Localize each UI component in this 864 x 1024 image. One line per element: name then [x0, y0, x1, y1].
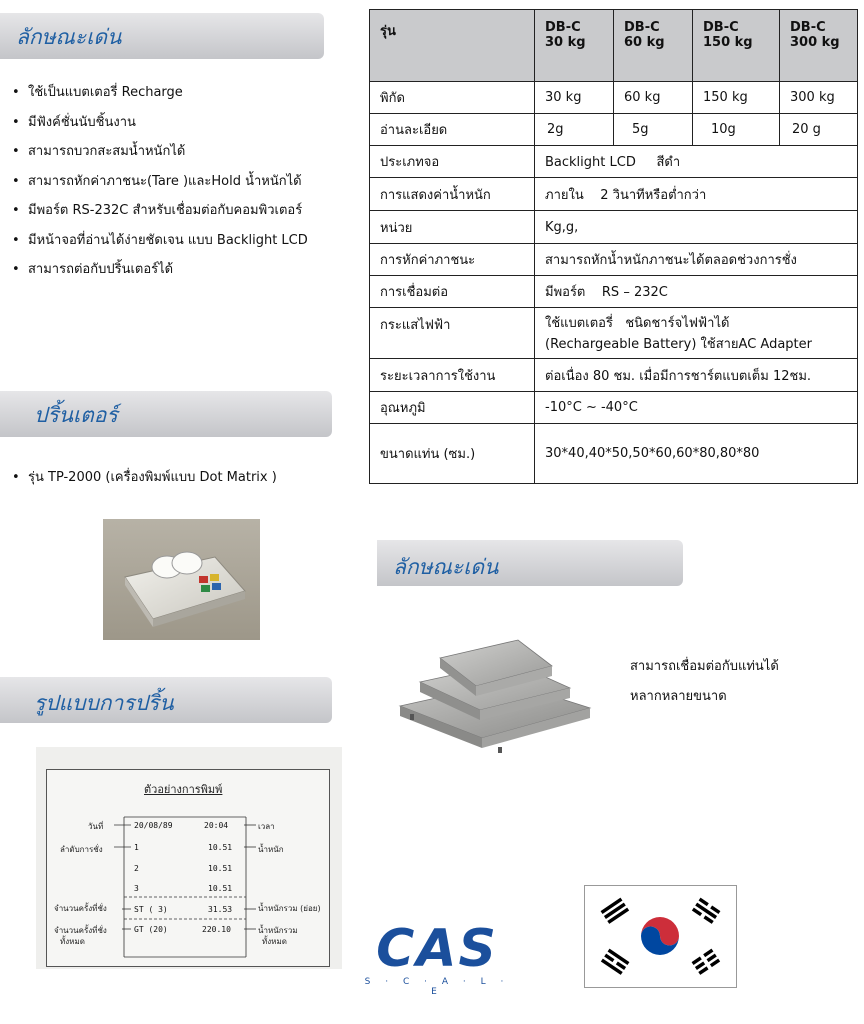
spec-cell: 5g — [614, 114, 693, 146]
feature-item: • มีหน้าจอที่อ่านได้ง่ายชัดเจน แบบ Backlight LCD — [12, 233, 308, 263]
spec-cell: 150 kg — [693, 82, 780, 114]
spec-cell: 20 g — [780, 114, 858, 146]
spec-cell: 60 kg — [614, 82, 693, 114]
spec-row-usage — [370, 359, 858, 392]
receipt-label-count-total: จำนวนครั้งที่ชั่ง — [54, 926, 107, 935]
spec-model-300: DB-C 300 kg — [780, 10, 858, 82]
spec-header-label: รุ่น — [370, 10, 535, 82]
spec-row-unit — [370, 211, 858, 244]
spec-model-30: DB-C 30 kg — [535, 10, 614, 82]
feature-item: • สามารถหักค่าภาชนะ(Tare )และHold น้ำหนักได้ — [12, 174, 308, 204]
spec-row-temperature — [370, 392, 858, 424]
printer-list — [12, 470, 277, 500]
spec-cell: 10g — [693, 114, 780, 146]
spec-value: สามารถหักน้ำหนักภาชนะได้ตลอดช่วงการชั่ง — [535, 244, 858, 276]
receipt-label-total-all: ทั้งหมด — [262, 937, 287, 946]
spec-row-tare — [370, 244, 858, 276]
printer-title: ปริ้นเตอร์ — [34, 403, 118, 427]
spec-value: ต่อเนื่อง 80 ชม. เมื่อมีการชาร์ตแบตเต็ม 12ชม. — [535, 359, 858, 392]
feature-item: • สามารถบวกสะสมน้ำหนักได้ — [12, 144, 308, 174]
feature-item: • มีฟังค์ชั่นนับชิ้นงาน — [12, 115, 308, 145]
receipt-line-right: 10.51 — [208, 843, 233, 852]
receipt-line-left: 2 — [134, 864, 139, 873]
feature-item: • ใช้เป็นแบตเตอรี่ Recharge — [12, 85, 308, 115]
spec-row-interface — [370, 276, 858, 308]
spec-value: ใช้แบตเตอรี่ ชนิดชาร์จไฟฟ้าได้ (Rechargeable Battery) ใช้สายAC Adapter — [535, 308, 858, 359]
receipt-label-all: ทั้งหมด — [60, 937, 85, 946]
spec-label: ขนาดแท่น (ซม.) — [370, 424, 535, 484]
receipt-label-total: น้ำหนักรวม — [258, 926, 298, 935]
cas-logo-tagline: S · C · A · L · E — [364, 977, 510, 997]
printer-item: • รุ่น TP-2000 (เครื่องพิมพ์แบบ Dot Matrix ) — [12, 470, 277, 500]
receipt-label-sequence: ลำดับการชั่ง — [60, 845, 103, 854]
receipt-line-right: 10.51 — [208, 864, 233, 873]
platform-text-line: สามารถเชื่อมต่อกับแท่นได้ — [630, 659, 779, 674]
spec-value: -10°C ~ -40°C — [535, 392, 858, 424]
spec-label: การเชื่อมต่อ — [370, 276, 535, 308]
spec-label: ประเภทจอ — [370, 146, 535, 178]
receipt-label-weight: น้ำหนัก — [258, 845, 284, 854]
spec-value: 30*40,40*50,50*60,60*80,80*80 — [535, 424, 858, 484]
spec-value: มีพอร์ต RS – 232C — [535, 276, 858, 308]
receipt-line-right: 10.51 — [208, 884, 233, 893]
receipt-line-left: 20/08/89 — [134, 821, 173, 830]
spec-value: Backlight LCD สีดำ — [535, 146, 858, 178]
spec-label: กระแสไฟฟ้า — [370, 308, 535, 359]
platform-photo — [390, 630, 600, 758]
receipt-line-left: ST ( 3) — [134, 905, 168, 914]
spec-label: พิกัด — [370, 82, 535, 114]
spec-row-display — [370, 146, 858, 178]
spec-row-response — [370, 178, 858, 211]
spec-header-row — [370, 10, 858, 82]
print-format-title: รูปแบบการปริ้น — [34, 691, 174, 715]
receipt-line-left: 1 — [134, 843, 139, 852]
spec-value: Kg,g, — [535, 211, 858, 244]
features-list — [12, 85, 308, 292]
receipt-line-left: GT (20) — [134, 925, 168, 934]
spec-label: การหักค่าภาชนะ — [370, 244, 535, 276]
features-title: ลักษณะเด่น — [16, 25, 122, 49]
receipt-line-left: 3 — [134, 884, 139, 893]
spec-label: อ่านละเอียด — [370, 114, 535, 146]
spec-table — [369, 9, 858, 484]
receipt-label-date: วันที่ — [88, 822, 104, 831]
receipt-line-right: 220.10 — [202, 925, 231, 934]
spec-label: การแสดงค่าน้ำหนัก — [370, 178, 535, 211]
spec-label: หน่วย — [370, 211, 535, 244]
platform-text-line: หลากหลายขนาด — [630, 689, 727, 704]
features2-banner — [377, 540, 683, 586]
spec-model-150: DB-C 150 kg — [693, 10, 780, 82]
features-banner — [0, 13, 324, 59]
platform-description — [630, 652, 779, 712]
receipt-label-time: เวลา — [258, 822, 275, 831]
spec-cell: 300 kg — [780, 82, 858, 114]
print-format-banner — [0, 677, 332, 723]
spec-row-power — [370, 308, 858, 359]
spec-value: ภายใน 2 วินาทีหรือต่ำกว่า — [535, 178, 858, 211]
printer-photo — [103, 519, 260, 640]
spec-label: ระยะเวลาการใช้งาน — [370, 359, 535, 392]
receipt-arrows — [36, 747, 342, 969]
spec-model-60: DB-C 60 kg — [614, 10, 693, 82]
features2-title: ลักษณะเด่น — [393, 555, 499, 579]
spec-row-resolution — [370, 114, 858, 146]
spec-label: อุณหภูมิ — [370, 392, 535, 424]
cas-logo-wordmark: CAS — [376, 919, 498, 979]
spec-cell: 30 kg — [535, 82, 614, 114]
receipt-line-right: 31.53 — [208, 905, 233, 914]
receipt-title: ตัวอย่างการพิมพ์ — [144, 783, 223, 796]
feature-item: • มีพอร์ต RS-232C สำหรับเชื่อมต่อกับคอมพิวเตอร์ — [12, 203, 308, 233]
spec-cell: 2g — [535, 114, 614, 146]
receipt-line-right: 20:04 — [204, 821, 229, 830]
printer-banner — [0, 391, 332, 437]
cas-logo — [362, 919, 512, 997]
receipt-label-count: จำนวนครั้งที่ชั่ง — [54, 904, 107, 913]
spec-row-size — [370, 424, 858, 484]
receipt-sample — [36, 747, 342, 969]
feature-item: • สามารถต่อกับปริ้นเตอร์ได้ — [12, 262, 308, 292]
korea-flag — [584, 885, 737, 988]
receipt-label-subtotal: น้ำหนักรวม (ย่อย) — [258, 904, 321, 913]
spec-row-capacity — [370, 82, 858, 114]
